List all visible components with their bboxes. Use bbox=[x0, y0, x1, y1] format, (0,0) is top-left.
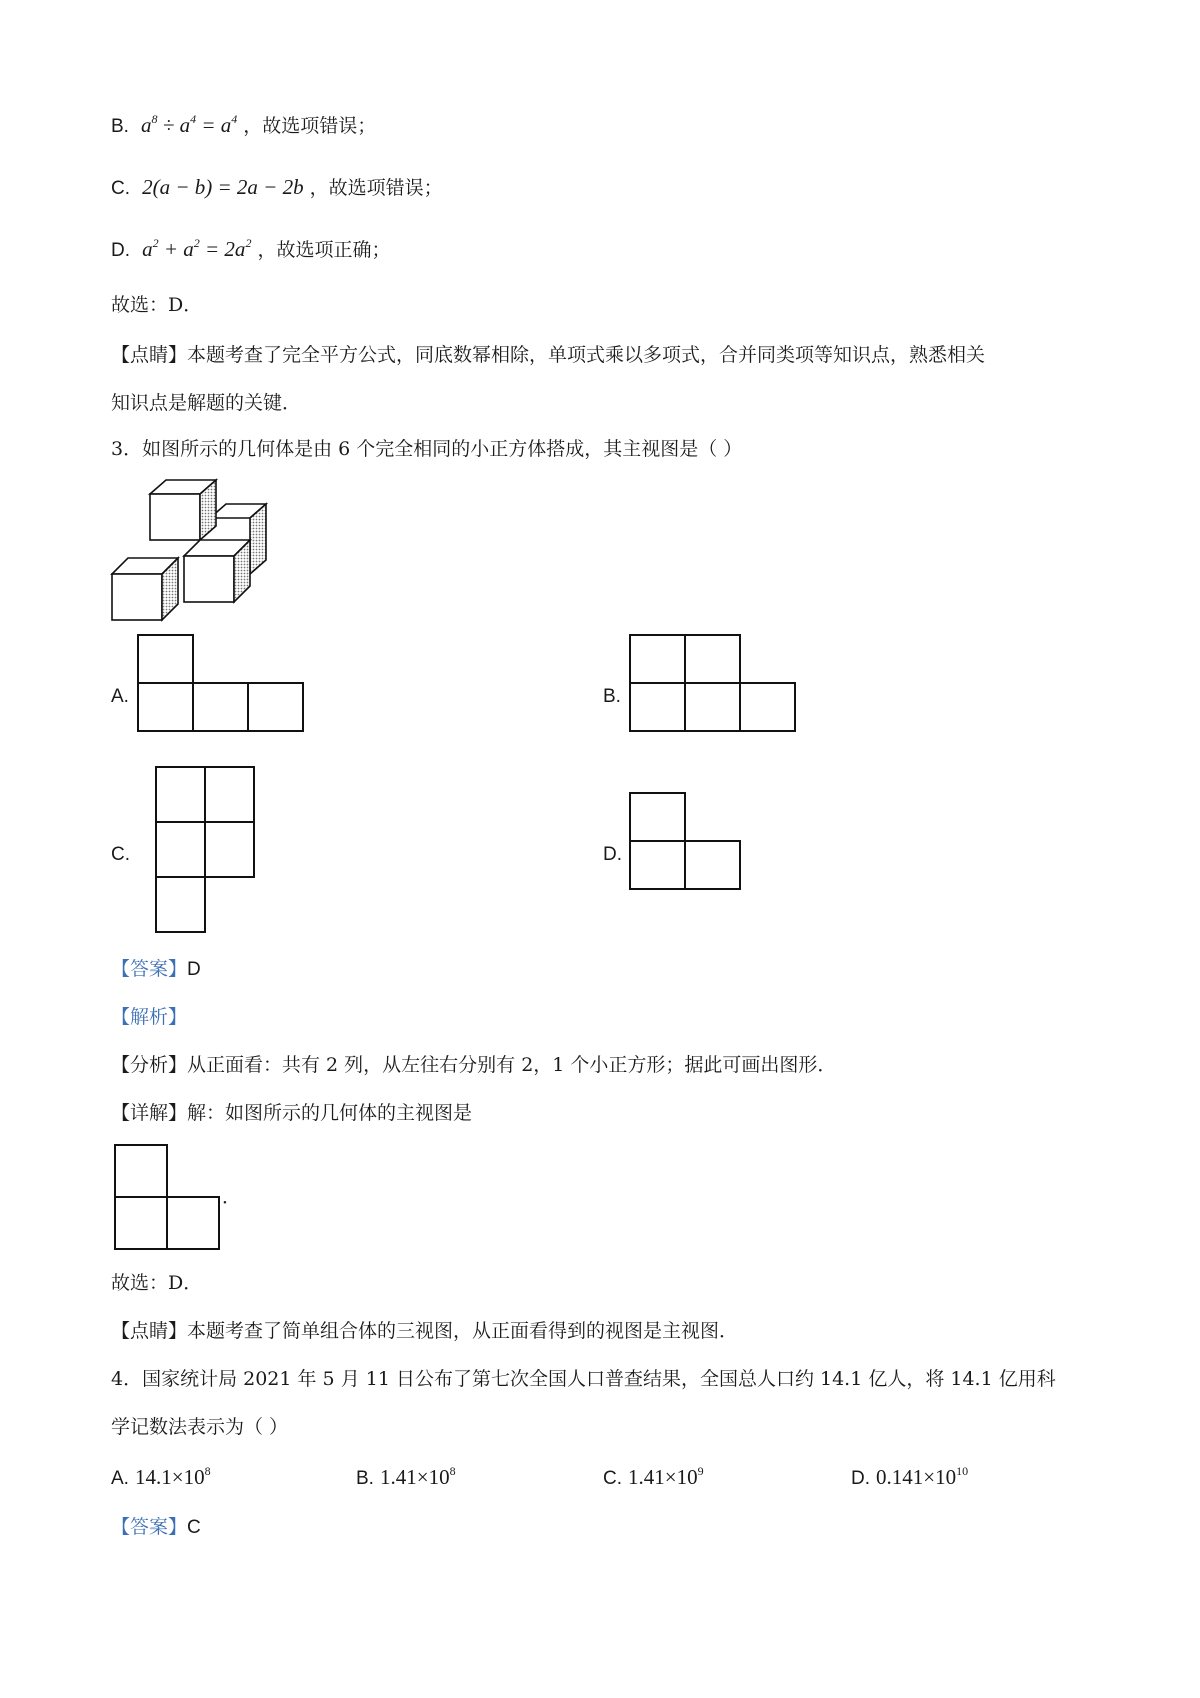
q3-answer-value: D bbox=[187, 959, 201, 980]
q4-option-a-expr: $14.1\times 10^8$ bbox=[135, 1464, 211, 1489]
q3-option-d-label: D. bbox=[603, 844, 622, 865]
q2-option-c-label: C. bbox=[111, 178, 130, 199]
q3-option-a-figure bbox=[137, 634, 307, 734]
q4-option-c-label: C. bbox=[603, 1468, 622, 1489]
q4-option-a-label: A. bbox=[111, 1468, 129, 1489]
q2-option-b-expr: $a^8 \div a^4 = a^4$ bbox=[141, 112, 238, 137]
q4-option-c bbox=[603, 1462, 704, 1494]
q2-option-d-expr: $a^2 + a^2 = 2a^2$ bbox=[142, 236, 252, 261]
q3-detail-figure bbox=[114, 1144, 229, 1252]
cube-stack-3d-figure bbox=[108, 476, 288, 626]
q2-option-c-expr: 2(a − b) = 2a − 2b bbox=[142, 175, 304, 199]
q4-option-b-label: B. bbox=[356, 1468, 374, 1489]
q4-option-a bbox=[111, 1462, 211, 1494]
q3-detail: 【详解】解：如图所示的几何体的主视图是 bbox=[111, 1102, 473, 1124]
q3-analysis-tag: 【解析】 bbox=[111, 1006, 188, 1028]
q4-answer-tag: 【答案】 bbox=[111, 1516, 188, 1538]
q3-analysis: 【分析】从正面看：共有 2 列，从左往右分别有 2，1 个小正方形；据此可画出图形． bbox=[111, 1054, 837, 1076]
q2-comment-line1: 【点睛】本题考查了完全平方公式，同底数幂相除，单项式乘以多项式，合并同类项等知识点，熟悉相关 bbox=[111, 344, 986, 366]
q2-option-c-suffix: ，故选项错误； bbox=[309, 177, 443, 199]
q2-option-b bbox=[111, 110, 376, 142]
q3-option-a-label: A. bbox=[111, 686, 129, 707]
q3-answer bbox=[111, 954, 201, 985]
q4-option-d bbox=[851, 1462, 968, 1494]
q3-answer-tag: 【答案】 bbox=[111, 958, 188, 980]
q2-option-c bbox=[111, 172, 443, 204]
q2-option-b-label: B. bbox=[111, 116, 129, 137]
q3-question: 3．如图所示的几何体是由 6 个完全相同的小正方体搭成，其主视图是（ ） bbox=[111, 438, 743, 460]
q3-option-b-label: B. bbox=[603, 686, 621, 707]
q3-option-b-figure bbox=[629, 634, 799, 734]
q2-option-d bbox=[111, 234, 391, 266]
q3-option-c-label: C. bbox=[111, 844, 130, 865]
q2-option-b-suffix: ，故选项错误； bbox=[243, 115, 377, 137]
q3-option-c-figure bbox=[155, 766, 265, 936]
q4-option-b bbox=[356, 1462, 456, 1494]
q4-answer bbox=[111, 1512, 201, 1543]
q2-option-d-suffix: ，故选项正确； bbox=[257, 239, 391, 261]
q4-question-line2: 学记数法表示为（ ） bbox=[111, 1416, 289, 1438]
q4-question-line1: 4．国家统计局 2021 年 5 月 11 日公布了第七次全国人口普查结果，全国总人口约 14.1 亿人，将 14.1 亿用科 bbox=[111, 1368, 1056, 1390]
q2-choose: 故选：D． bbox=[111, 294, 203, 316]
q2-comment-line2: 知识点是解题的关键． bbox=[111, 392, 302, 414]
q4-option-c-expr: $1.41\times 10^9$ bbox=[628, 1464, 704, 1489]
q2-option-d-label: D. bbox=[111, 240, 130, 261]
q3-detail-period: ． bbox=[222, 1186, 242, 1208]
q4-option-d-expr: $0.141\times 10^{10}$ bbox=[876, 1464, 969, 1489]
q4-answer-value: C bbox=[187, 1517, 201, 1538]
q3-choose: 故选：D． bbox=[111, 1272, 203, 1294]
q4-option-b-expr: $1.41\times 10^8$ bbox=[380, 1464, 456, 1489]
q3-comment: 【点睛】本题考查了简单组合体的三视图，从正面看得到的视图是主视图． bbox=[111, 1320, 739, 1342]
q4-option-d-label: D. bbox=[851, 1468, 870, 1489]
q3-option-d-figure bbox=[629, 792, 744, 892]
